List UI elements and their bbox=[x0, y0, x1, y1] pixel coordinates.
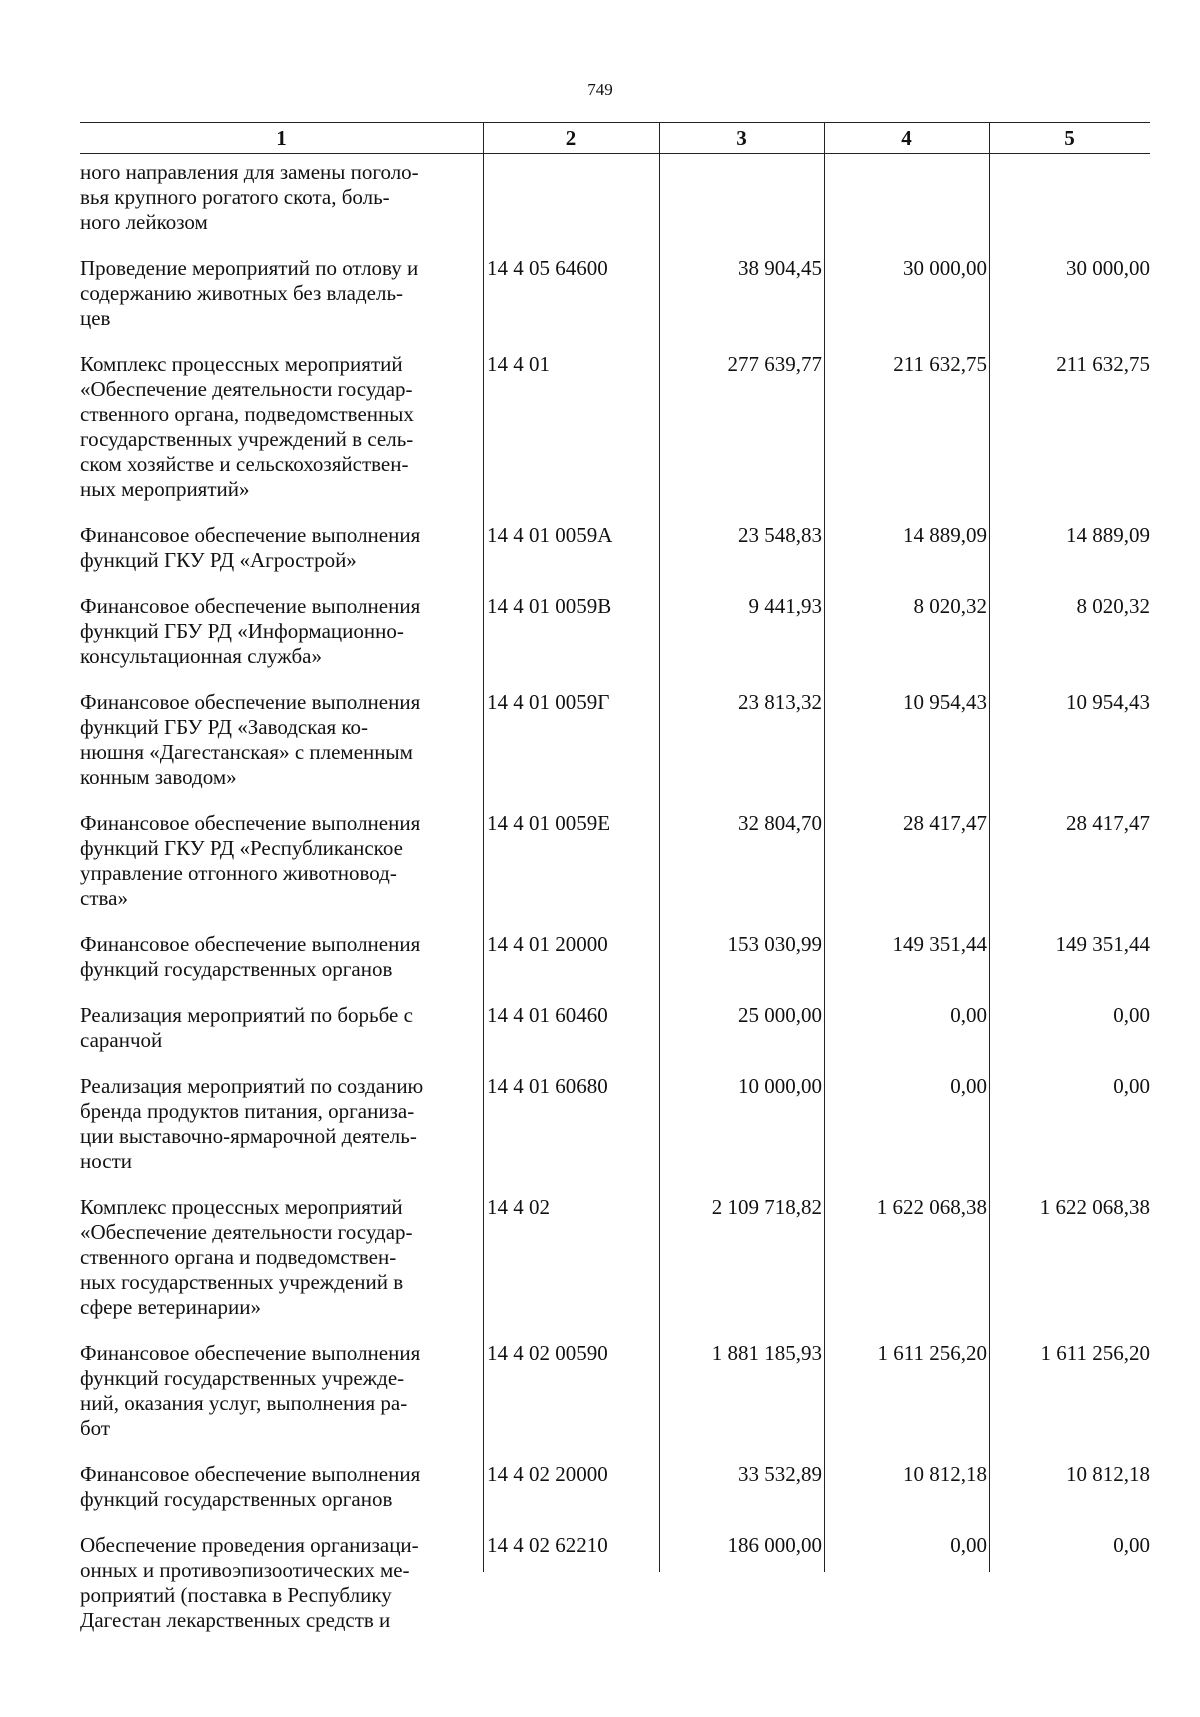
row-name: Финансовое обеспечение выполнения функций государственных органов bbox=[80, 1462, 421, 1511]
row-value-col-4 bbox=[824, 160, 989, 235]
table-row bbox=[80, 1195, 1150, 1320]
row-value-col-4: 0,00 bbox=[950, 1074, 987, 1098]
table-row bbox=[80, 1074, 1150, 1174]
row-value-col-3: 9 441,93 bbox=[748, 594, 822, 618]
row-code: 14 4 01 0059Е bbox=[487, 811, 611, 835]
row-value-col-4: 10 812,18 bbox=[903, 1462, 987, 1486]
row-name: Финансовое обеспечение выполнения функций ГКУ РД «Республиканское управление отгонного животновод- ства» bbox=[80, 811, 421, 910]
row-value-col-5: 8 020,32 bbox=[1076, 594, 1150, 618]
page-number: 749 bbox=[587, 80, 613, 99]
row-code: 14 4 01 60460 bbox=[487, 1003, 608, 1027]
row-value-col-5: 0,00 bbox=[1113, 1074, 1150, 1098]
row-code: 14 4 02 62210 bbox=[487, 1533, 608, 1557]
header-col-2: 2 bbox=[565, 126, 577, 150]
row-value-col-5: 149 351,44 bbox=[1055, 932, 1150, 956]
table-row bbox=[80, 256, 1150, 331]
table-body bbox=[80, 160, 1150, 1654]
row-value-col-4: 149 351,44 bbox=[892, 932, 987, 956]
row-name: Проведение мероприятий по отлову и содержанию животных без владель- цев bbox=[80, 256, 419, 330]
row-value-col-3: 33 532,89 bbox=[738, 1462, 822, 1486]
table-row bbox=[80, 1341, 1150, 1441]
table-row bbox=[80, 1003, 1150, 1053]
row-value-col-4: 28 417,47 bbox=[903, 811, 987, 835]
row-value-col-3: 186 000,00 bbox=[727, 1533, 822, 1557]
row-value-col-4: 14 889,09 bbox=[903, 523, 987, 547]
row-value-col-4: 0,00 bbox=[950, 1533, 987, 1557]
header-col-3: 3 bbox=[736, 126, 747, 150]
row-value-col-4: 8 020,32 bbox=[913, 594, 987, 618]
row-code: 14 4 02 bbox=[487, 1195, 550, 1219]
table-row bbox=[80, 690, 1150, 790]
row-code bbox=[483, 160, 659, 235]
table-row bbox=[80, 523, 1150, 573]
row-value-col-5: 211 632,75 bbox=[1056, 352, 1150, 376]
row-value-col-5 bbox=[989, 160, 1150, 235]
row-name: Обеспечение проведения организаци- онных и противоэпизоотических ме- роприятий (поставка в Республику Дагестан лекарственных средств и bbox=[80, 1533, 419, 1632]
row-value-col-5: 0,00 bbox=[1113, 1003, 1150, 1027]
row-value-col-5: 1 622 068,38 bbox=[1039, 1195, 1150, 1219]
row-name: Финансовое обеспечение выполнения функций государственных учрежде- ний, оказания услуг, выполнения ра- бот bbox=[80, 1341, 421, 1440]
row-value-col-5: 10 812,18 bbox=[1066, 1462, 1150, 1486]
row-value-col-3: 10 000,00 bbox=[738, 1074, 822, 1098]
row-value-col-3: 32 804,70 bbox=[738, 811, 822, 835]
header-col-5: 5 bbox=[1064, 126, 1075, 150]
row-name: Финансовое обеспечение выполнения функций ГБУ РД «Информационно- консультационная служба» bbox=[80, 594, 421, 668]
row-value-col-4: 0,00 bbox=[950, 1003, 987, 1027]
row-value-col-3: 2 109 718,82 bbox=[711, 1195, 822, 1219]
header-col-4: 4 bbox=[901, 126, 912, 150]
row-value-col-4: 10 954,43 bbox=[903, 690, 987, 714]
row-value-col-3 bbox=[659, 160, 824, 235]
row-name: Финансовое обеспечение выполнения функций государственных органов bbox=[80, 932, 421, 981]
table-row bbox=[80, 1462, 1150, 1512]
row-value-col-3: 23 813,32 bbox=[738, 690, 822, 714]
row-value-col-3: 1 881 185,93 bbox=[711, 1341, 822, 1365]
table-row bbox=[80, 932, 1150, 982]
row-value-col-3: 277 639,77 bbox=[727, 352, 822, 376]
row-name: Комплекс процессных мероприятий «Обеспечение деятельности государ- ственного органа, подведомственных государственных учреждений в сель- ском хозяйстве и сельскохозяйствен- ных мероприятий» bbox=[80, 352, 414, 501]
table-row bbox=[80, 160, 1150, 235]
header-col-1: 1 bbox=[276, 126, 287, 150]
row-code: 14 4 01 bbox=[487, 352, 550, 376]
row-value-col-4: 1 622 068,38 bbox=[876, 1195, 987, 1219]
table-row bbox=[80, 352, 1150, 502]
row-value-col-4: 1 611 256,20 bbox=[877, 1341, 987, 1365]
table-row bbox=[80, 1533, 1150, 1633]
row-value-col-5: 30 000,00 bbox=[1066, 256, 1150, 280]
row-code: 14 4 05 64600 bbox=[487, 256, 608, 280]
row-code: 14 4 02 00590 bbox=[487, 1341, 608, 1365]
row-name: Финансовое обеспечение выполнения функций ГБУ РД «Заводская ко- нюшня «Дагестанская» с племенным конным заводом» bbox=[80, 690, 421, 789]
table-row bbox=[80, 811, 1150, 911]
row-code: 14 4 02 20000 bbox=[487, 1462, 608, 1486]
row-code: 14 4 01 0059В bbox=[487, 594, 612, 618]
row-value-col-5: 28 417,47 bbox=[1066, 811, 1150, 835]
row-code: 14 4 01 60680 bbox=[487, 1074, 608, 1098]
row-name: ного направления для замены поголо- вья крупного рогатого скота, боль- ного лейкозом bbox=[80, 160, 419, 234]
row-name: Комплекс процессных мероприятий «Обеспечение деятельности государ- ственного органа и подведомствен- ных государственных учреждений в сфере ветеринарии» bbox=[80, 1195, 413, 1319]
row-value-col-5: 1 611 256,20 bbox=[1040, 1341, 1150, 1365]
row-value-col-3: 23 548,83 bbox=[738, 523, 822, 547]
row-name: Реализация мероприятий по борьбе с саранчой bbox=[80, 1003, 413, 1052]
row-value-col-5: 14 889,09 bbox=[1066, 523, 1150, 547]
row-name: Финансовое обеспечение выполнения функций ГКУ РД «Агрострой» bbox=[80, 523, 421, 572]
row-value-col-4: 211 632,75 bbox=[893, 352, 987, 376]
row-value-col-3: 25 000,00 bbox=[738, 1003, 822, 1027]
row-value-col-3: 38 904,45 bbox=[738, 256, 822, 280]
row-value-col-5: 10 954,43 bbox=[1066, 690, 1150, 714]
row-value-col-5: 0,00 bbox=[1113, 1533, 1150, 1557]
row-code: 14 4 01 0059А bbox=[487, 523, 613, 547]
row-code: 14 4 01 0059Г bbox=[487, 690, 610, 714]
row-name: Реализация мероприятий по созданию бренда продуктов питания, организа- ции выставочно-ярмарочной деятель- ности bbox=[80, 1074, 424, 1173]
table-row bbox=[80, 594, 1150, 669]
row-code: 14 4 01 20000 bbox=[487, 932, 608, 956]
row-value-col-3: 153 030,99 bbox=[727, 932, 822, 956]
row-value-col-4: 30 000,00 bbox=[903, 256, 987, 280]
